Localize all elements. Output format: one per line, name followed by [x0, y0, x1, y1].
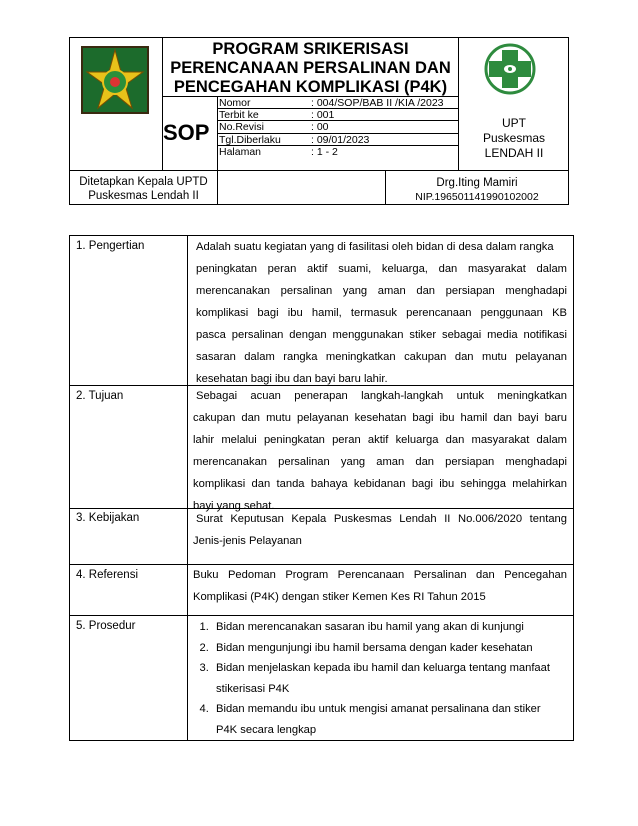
- document-title: [163, 40, 458, 97]
- title-line-2: PERENCANAAN PERSALINAN DAN: [170, 59, 451, 77]
- text-referensi: [193, 564, 567, 608]
- meta-key-halaman: Halaman: [219, 146, 262, 158]
- puskesmas-logo: [474, 43, 546, 95]
- text-tujuan: [193, 385, 567, 517]
- upt-line-1: UPT: [502, 116, 526, 130]
- prosedur-item: 2. Bidan mengunjungi ibu hamil bersama dengan kader kesehatan: [212, 638, 567, 659]
- tujuan-line: cakupan dan mutu pelayanan kesehatan bagi ibu hamil dan bayi baru: [193, 412, 567, 424]
- meta-value-halaman: : 1 - 2: [311, 146, 338, 158]
- ditetapkan-block: [70, 175, 217, 203]
- text-kebijakan: [193, 508, 567, 552]
- meta-key-nomor: Nomor: [219, 97, 251, 109]
- label-tujuan: 2. Tujuan: [76, 390, 124, 402]
- prosedur-list: [192, 617, 567, 740]
- label-prosedur: 5. Prosedur: [76, 620, 136, 632]
- pengertian-line: kesehatan bagi ibu dan bayi baru lahir.: [196, 373, 388, 385]
- meta-key-tgl: Tgl.Diberlaku: [219, 134, 281, 146]
- meta-value-tgl: : 09/01/2023: [311, 134, 370, 146]
- prosedur-item: 4. Bidan memandu ibu untuk mengisi amanat persalinana dan stiker P4K secara lengkap: [212, 699, 561, 740]
- title-line-1: PROGRAM SRIKERISASI: [212, 40, 409, 58]
- signatory-nip: NIP.196501141990102002: [415, 191, 539, 203]
- referensi-line: Komplikasi (P4K) dengan stiker Kemen Kes RI Tahun 2015: [193, 591, 486, 603]
- prosedur-item: 1. Bidan merencanakan sasaran ibu hamil yang akan di kunjungi: [212, 617, 567, 638]
- regency-emblem-logo: [81, 46, 149, 114]
- prosedur-item: 3. Bidan menjelaskan kepada ibu hamil dan keluarga tentang manfaat stikerisasi P4K: [212, 658, 556, 699]
- signatory-block: [386, 176, 568, 204]
- upt-line-2: Puskesmas: [482, 131, 546, 145]
- pengertian-line: Adalah suatu kegiatan yang di fasilitasi oleh bidan di desa dalam rangka: [196, 241, 554, 253]
- tujuan-line: komplikasi dan tanda bahaya kebidanan bagi ibu sehingga melahirkan: [193, 478, 567, 490]
- title-line-3: PENCEGAHAN KOMPLIKASI (P4K): [173, 78, 448, 96]
- referensi-line: Buku Pedoman Program Perencanaan Persalinan dan Pencegahan: [193, 569, 567, 581]
- meta-value-terbit: : 001: [311, 109, 335, 121]
- pengertian-line: pasca persalinan dengan menggunakan stiker sebagai media notifikasi: [196, 329, 567, 341]
- kebijakan-line: Jenis-jenis Pelayanan: [193, 535, 302, 547]
- upt-line-3: LENDAH II: [484, 146, 544, 160]
- label-pengertian: 1. Pengertian: [76, 240, 145, 252]
- label-referensi: 4. Referensi: [76, 569, 139, 581]
- pengertian-line: sasaran dalam rangka meningkatkan cakupan dan mutu pelayanan: [196, 351, 567, 363]
- kebijakan-line: Surat Keputusan Kepala Puskesmas Lendah II No.006/2020 tentang: [196, 513, 567, 525]
- tujuan-line: lahir melalui peningkatan peran aktif keluarga dan masyarakat dalam: [193, 434, 567, 446]
- tujuan-line: Sebagai acuan penerapan langkah-langkah untuk meningkatkan: [196, 390, 567, 402]
- tujuan-line: merencanakan persalinan yang aman dan persiapan menghadapi: [193, 456, 567, 468]
- meta-key-terbit: Terbit ke: [219, 109, 259, 121]
- tujuan-line: bayi yang sehat.: [193, 500, 275, 512]
- ditetapkan-line-2: Puskesmas Lendah II: [88, 190, 199, 202]
- pengertian-line: merencanakan persalinan yang aman dan persiapan menghadapi: [196, 285, 567, 297]
- sop-label: SOP: [163, 120, 210, 145]
- text-pengertian: [196, 236, 567, 390]
- pengertian-line: komplikasi bagi ibu hamil, termasuk perencanaan penggunaan KB: [196, 307, 567, 319]
- meta-value-nomor: : 004/SOP/BAB II /KIA /2023: [311, 97, 444, 109]
- prosedur-list-wrap: [192, 617, 567, 740]
- signatory-name: Drg.Iting Mamiri: [436, 177, 518, 189]
- meta-value-revisi: : 00: [311, 121, 329, 133]
- label-kebijakan: 3. Kebijakan: [76, 512, 140, 524]
- upt-block: [460, 116, 568, 161]
- pengertian-line: peningkatan peran aktif suami, keluarga, dan masyarakat dalam: [196, 263, 567, 275]
- ditetapkan-line-1: Ditetapkan Kepala UPTD: [79, 176, 208, 188]
- meta-key-revisi: No.Revisi: [219, 121, 264, 133]
